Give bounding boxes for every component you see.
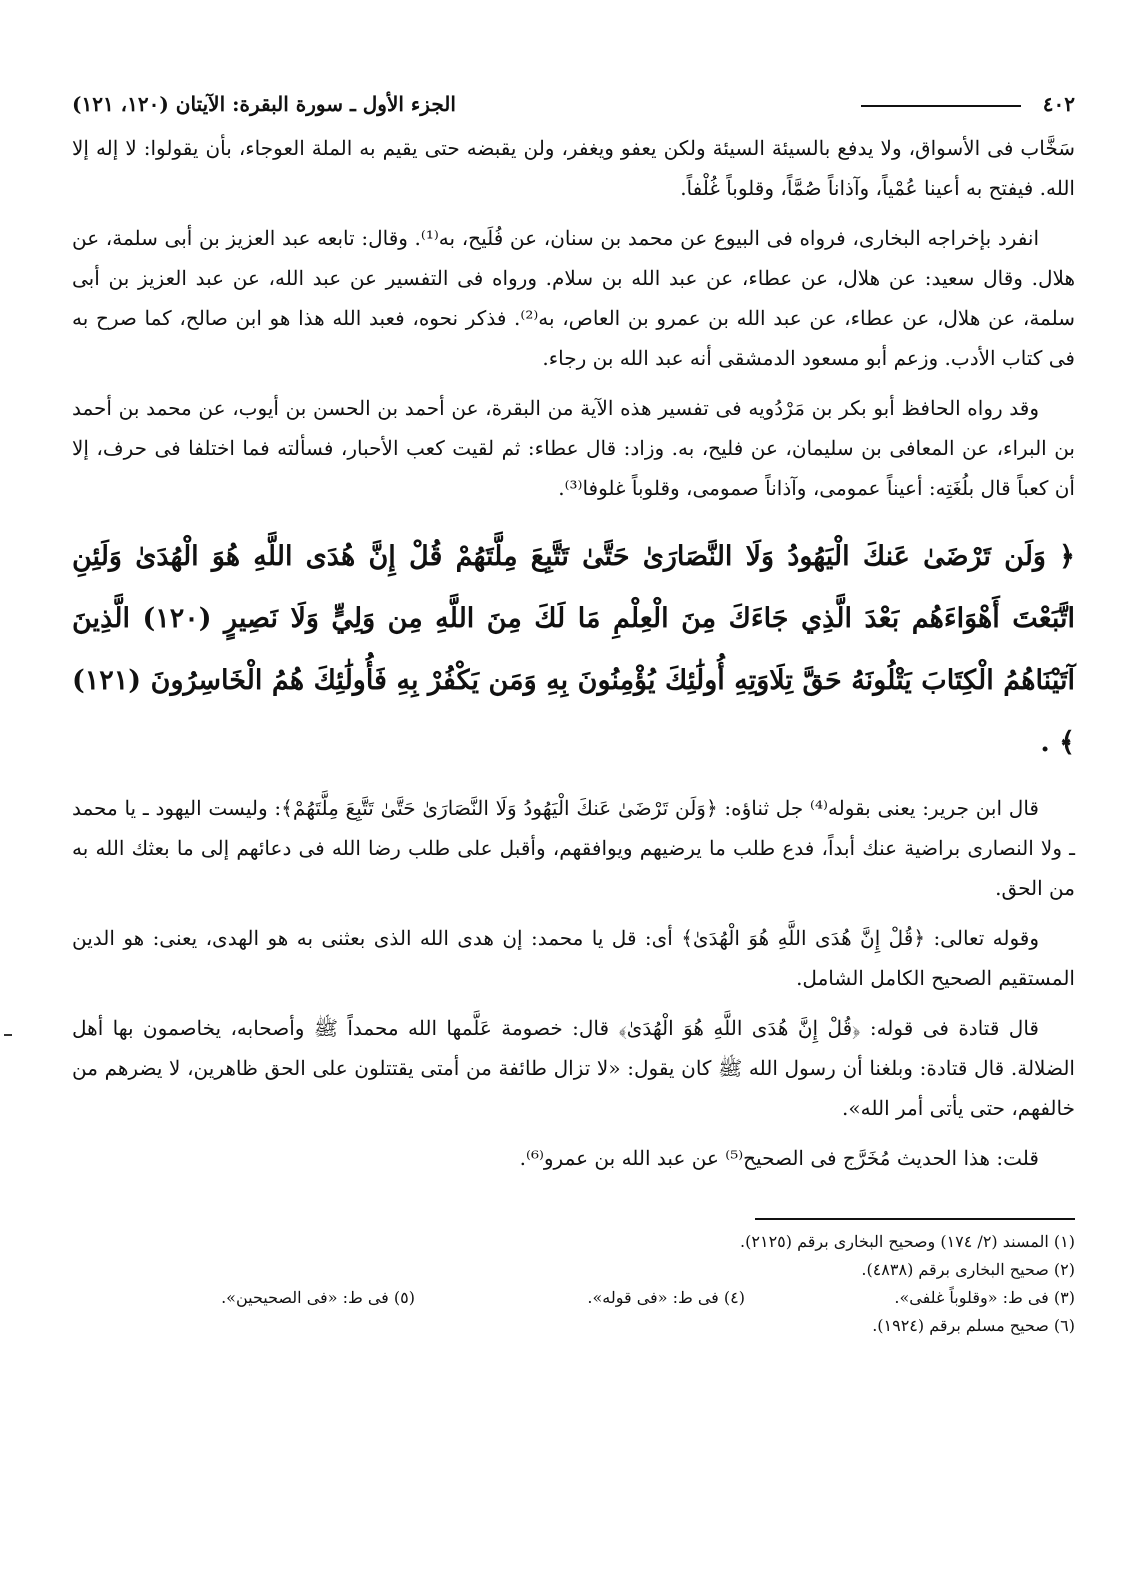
quran-verse: ﴿ وَلَن تَرْضَىٰ عَنكَ الْيَهُودُ وَلَا النَّصَارَىٰ حَتَّىٰ تَتَّبِعَ مِلَّتَهُمْ قُلْ إِنَّ هُدَى اللَّهِ هُوَ الْهُدَىٰ وَلَئِنِ اتَّبَعْتَ أَهْوَاءَهُم بَعْدَ الَّذِي جَاءَكَ مِنَ الْعِلْمِ مَا لَكَ مِنَ اللَّهِ مِن وَلِيٍّ وَلَا نَصِيرٍ (١٢٠) الَّذِينَ آتَيْنَاهُمُ الْكِتَابَ يَتْلُونَهُ حَقَّ تِلَاوَتِهِ أُولَٰئِكَ يُؤْمِنُونَ بِهِ وَمَن يَكْفُرْ بِهِ فَأُولَٰئِكَ هُمُ الْخَاسِرُونَ (١٢١) ﴾ . [72, 541, 1075, 758]
footnote-1: (١) المسند (٢/ ١٧٤) وصحيح البخارى برقم (٢١٢٥). [740, 1232, 1075, 1251]
commentary-paragraph: قلت: هذا الحديث مُخَرَّج فى الصحيح⁽⁵⁾ عن عبد الله بن عمرو⁽⁶⁾. [519, 1146, 1039, 1170]
commentary-paragraph: قال ابن جرير: يعنى بقوله⁽⁴⁾ جل ثناؤه: ﴿وَلَن تَرْضَىٰ عَنكَ الْيَهُودُ وَلَا النَّصَارَىٰ حَتَّىٰ تَتَّبِعَ مِلَّتَهُمْ﴾: وليست اليهود ـ يا محمد ـ ولا النصارى براضية عنك أبداً، فدع طلب ما يرضيهم ويوافقهم، وأقبل على طلب رضا الله فى دعائهم إلى ما بعثك الله به من الحق. [72, 796, 1075, 900]
footnote-5: (٥) فى ط: «فى الصحيحين». [221, 1288, 415, 1307]
footnote-6: (٦) صحيح مسلم برقم (١٩٢٤). [872, 1316, 1075, 1335]
scan-mark [4, 1034, 12, 1036]
header-right [847, 92, 1075, 116]
commentary-paragraph: قال قتادة فى قوله: ﴿قُلْ إِنَّ هُدَى اللَّهِ هُوَ الْهُدَىٰ﴾ قال: خصومة عَلَّمها الله محمداً ﷺ وأصحابه، يخاصمون بها أهل الضلالة. قال قتادة: وبلغنا أن رسول الله ﷺ كان يقول: «لا تزال طائفة من أمتى يقتتلون على الحق ظاهرين، لا يضرهم من خالفهم، حتى يأتى أمر الله». [72, 1016, 1075, 1120]
paragraph: انفرد بإخراجه البخارى، فرواه فى البيوع عن محمد بن سنان، عن فُلَيح، به⁽¹⁾. وقال: تابعه عبد العزيز بن أبى سلمة، عن هلال. وقال سعيد: عن هلال، عن عطاء، عن عبد الله بن سلام. ورواه فى التفسير عن عبد الله، عن عبد العزيز بن أبى سلمة، عن هلال، عن عطاء، عن عبد الله بن عمرو بن العاص، به⁽²⁾. فذكر نحوه، فعبد الله هذا هو ابن صالح، كما صرح به فى كتاب الأدب. وزعم أبو مسعود الدمشقى أنه عبد الله بن رجاء. [72, 226, 1075, 370]
footnote-3: (٣) فى ط: «وقلوباً غلفى». [894, 1288, 1075, 1307]
footnote-2: (٢) صحيح البخارى برقم (٤٨٣٨). [861, 1260, 1075, 1279]
footnotes [72, 1218, 1075, 1340]
commentary-paragraph: وقوله تعالى: ﴿قُلْ إِنَّ هُدَى اللَّهِ هُوَ الْهُدَىٰ﴾ أى: قل يا محمد: إن هدى الله الذى بعثنى به هو الهدى، يعنى: هو الدين المستقيم الصحيح الكامل الشامل. [72, 926, 1075, 990]
header-rule [861, 105, 1021, 107]
paragraph: سَخَّاب فى الأسواق، ولا يدفع بالسيئة السيئة ولكن يعفو ويغفر، ولن يقبضه حتى يقيم به الملة العوجاء، بأن يقولوا: لا إله إلا الله. فيفتح به أعينا عُمْياً، وآذاناً صُمَّاً، وقلوباً غُلْفاً. [72, 136, 1075, 200]
page-number: ٤٠٢ [1042, 92, 1075, 116]
running-header [72, 88, 1075, 120]
running-title: الجزء الأول ـ سورة البقرة: الآيتان (١٢٠، ١٢١) [72, 92, 456, 116]
footnote-4: (٤) فى ط: «فى قوله». [587, 1288, 745, 1307]
footnote-row [72, 1284, 1075, 1312]
footnote-rule [755, 1218, 1075, 1220]
paragraph: وقد رواه الحافظ أبو بكر بن مَرْدُويه فى تفسير هذه الآية من البقرة، عن أحمد بن الحسن بن أيوب، عن محمد بن أحمد بن البراء، عن المعافى بن سليمان، عن فليح، به. وزاد: قال عطاء: ثم لقيت كعب الأحبار، فسألته فما اختلفا فى حرف، إلا أن كعباً قال بلُغَتِه: أعيناً عمومى، وآذاناً صمومى، وقلوباً غلوفا⁽³⁾. [72, 396, 1075, 500]
